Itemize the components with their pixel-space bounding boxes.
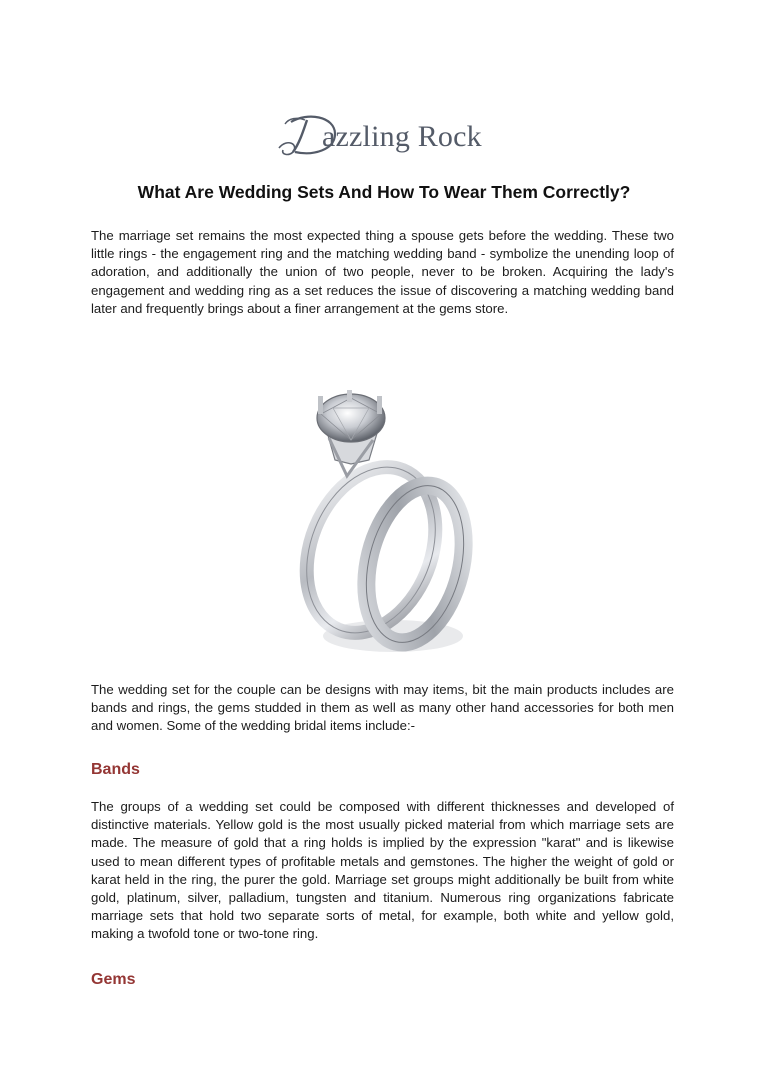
document-title: What Are Wedding Sets And How To Wear Them Correctly? — [137, 182, 631, 202]
wedding-ring-set-icon — [289, 368, 489, 664]
logo-wordmark: azzling Rock — [322, 120, 482, 153]
bands-heading: Bands — [91, 761, 140, 778]
items-paragraph: The wedding set for the couple can be designs with may items, bit the main products includes are bands and rings, the gems studded in them as well as many other hand accessories for both men and women. Some of the wedding bridal items include:- — [91, 682, 674, 734]
bands-paragraph: The groups of a wedding set could be composed with different thicknesses and developed of distinctive materials. Yellow gold is the most usually picked material from which marriage sets are made. The measure of gold that a ring holds is implied by the expression "karat" and is likewise used to mean different types of profitable metals and gemstones. The higher the weight of gold or karat held in the ring, the purer the gold. Marriage set groups might additionally be built from white gold, platinum, silver, palladium, tungsten and titanium. Numerous ring organizations fabricate marriage sets that hold two separate sorts of metal, for example, both white and yellow gold, making a twofold tone or two-tone ring. — [91, 799, 674, 942]
gems-heading: Gems — [91, 971, 136, 988]
wedding-ring-image — [289, 368, 489, 664]
intro-paragraph: The marriage set remains the most expected thing a spouse gets before the wedding. These two little rings - the engagement ring and the matching wedding band - symbolize the unending loop of adoration, and additionally the union of two people, never to be broken. Acquiring the lady's engagement and wedding ring as a set reduces the issue of discovering a matching wedding band later and frequently brings about a finer arrangement at the gems store. — [91, 228, 674, 316]
dazzling-rock-logo — [277, 108, 497, 160]
